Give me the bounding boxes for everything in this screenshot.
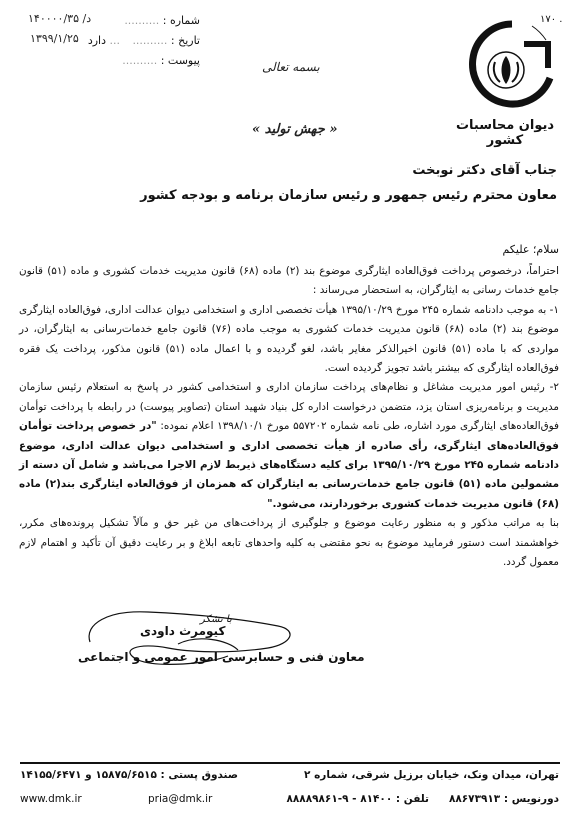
diwan-logo-icon — [462, 16, 562, 116]
signer-title: معاون فنی و حسابرسی امور عمومی و اجتماعی — [78, 650, 365, 664]
body-paragraph: احتراماً، درخصوص پرداخت فوق‌العاده ایثارگری موضوع بند (۲) ماده (۶۸) قانون مدیریت خدمات کشوری و ماده (۵۱) قانون جامع خدمات رسانی به ایثارگران، به استحضار می‌رساند : — [19, 265, 559, 297]
attachment-status: ... دارد — [87, 34, 120, 47]
has-attachment-label: دارد — [87, 34, 106, 47]
footer-email[interactable]: pria@dmk.ir — [148, 793, 213, 805]
recipient-name: جناب آقای دکتر نوبخت — [412, 163, 557, 178]
attachment-field: پیوست : .......... — [122, 54, 200, 67]
corner-mark: ۱۷۰ . — [540, 14, 563, 25]
footer-po-box: صندوق پستی : ۱۵۸۷۵/۶۵۱۵ و ۱۴۱۵۵/۶۴۷۱ — [20, 769, 238, 781]
signer-name: کیومرث داودی — [140, 624, 226, 638]
quoted-ruling: "در خصوص پرداخت توأمان فوق‌العاده‌های ایثارگری، رأی صادره از هیأت تخصصی اداری و استخدامی دیوان عدالت اداری، موضوع دادنامه شماره ۲۴۵ مورخ ۱۳۹۵/۱۰/۲۹ برای کلیه دستگاه‌های ذیربط لازم الاجرا می‌باشد و شامل آن دسته از مشمولین ماده (۵۱) قانون جامع خدمات‌رسانی به ایثارگران که همزمان از فوق‌العاده ایثارگری بند(۲) ماده (۶۸) قانون مدیریت خدمات کشوری برخوردارند، می‌شود." — [19, 420, 559, 510]
number-label: شماره : — [162, 14, 200, 27]
attachment-label: پیوست : — [160, 54, 200, 67]
motto: « جهش تولید » — [252, 122, 338, 137]
footer-fax: دورنویس : ۸۸۶۷۳۹۱۳ — [448, 793, 559, 805]
body-paragraph — [19, 378, 559, 514]
recipient-title: معاون محترم رئیس جمهور و رئیس سازمان برنامه و بودجه کشور — [140, 188, 557, 203]
org-name: دیوان محاسبات کشور — [455, 118, 555, 148]
greeting: سلام؛ علیکم — [502, 243, 559, 256]
divine-invocation: بسمه تعالی — [262, 60, 320, 74]
body-paragraph-text: ۲- رئیس امور مدیریت مشاغل و نظام‌های پرداخت سازمان اداری و استخدامی کشور در پاسخ به استعلام رئیس سازمان مدیریت و برنامه‌ریزی استان یزد، متضمن درخواست اداره کل بنیاد شهید استان (تصاویر پیوست) در رابطه با پرداخت توأمان فوق‌العاده‌های ایثارگری مورد اشاره، طی نامه شماره ۵۵۷۲۰۲ مورخ ۱۳۹۸/۱۰/۱ اعلام نموده: — [19, 381, 559, 433]
footer-phone: تلفن : ۸۱۴۰۰ - ۹-۸۸۸۸۹۸۶۱ — [286, 793, 429, 805]
letter-date-value: ۱۳۹۹/۱/۲۵ — [30, 32, 79, 45]
footer-website[interactable]: www.dmk.ir — [20, 793, 82, 805]
letter-number-value: ۱۴۰۰۰۰/۳۵ /د — [28, 12, 92, 25]
signature-annotation: با تشکر — [200, 614, 232, 625]
letter-body — [19, 262, 559, 573]
footer-divider — [20, 762, 560, 764]
body-paragraph: ۱- به موجب دادنامه شماره ۲۴۵ مورخ ۱۳۹۵/۱۰/۲۹ هیأت تخصصی اداری و استخدامی دیوان عدالت اداری، فوق‌العاده ایثارگری موضوع بند (۲) ماده (۶۸) قانون مدیریت خدمات کشوری به موجب ماده (۷۶) قانون جامع خدمات‌رسانی به ایثارگران، در مواردی که با ماده (۵۱) قانون اخیرالذکر مغایر باشد، لغو گردیده و با اعمال ماده (۵۱) قانون مذکور، پرداخت یک فقره فوق‌العاده ایثارگری که بیشتر باشد تجویز گردیده است. — [19, 303, 560, 375]
number-field: شماره : .......... — [124, 14, 200, 27]
date-label: تاریخ : — [170, 34, 200, 47]
date-field: تاریخ : .......... — [132, 34, 200, 47]
closing-paragraph: بنا به مراتب مذکور و به منظور رعایت موضوع و جلوگیری از پرداخت‌های من غیر حق و مآلاً تشکیل پرونده‌های مکرر، خواهشمند است دستور فرمایید موضوع به نحو مقتضی به کلیه واحدهای تابعه ابلاغ و بر رعایت دقیق آن تأکید و اهتمام لازم معمول گردد. — [19, 517, 559, 569]
footer-address: تهران، میدان ونک، خیابان برزیل شرقی، شماره ۲ — [304, 769, 559, 781]
